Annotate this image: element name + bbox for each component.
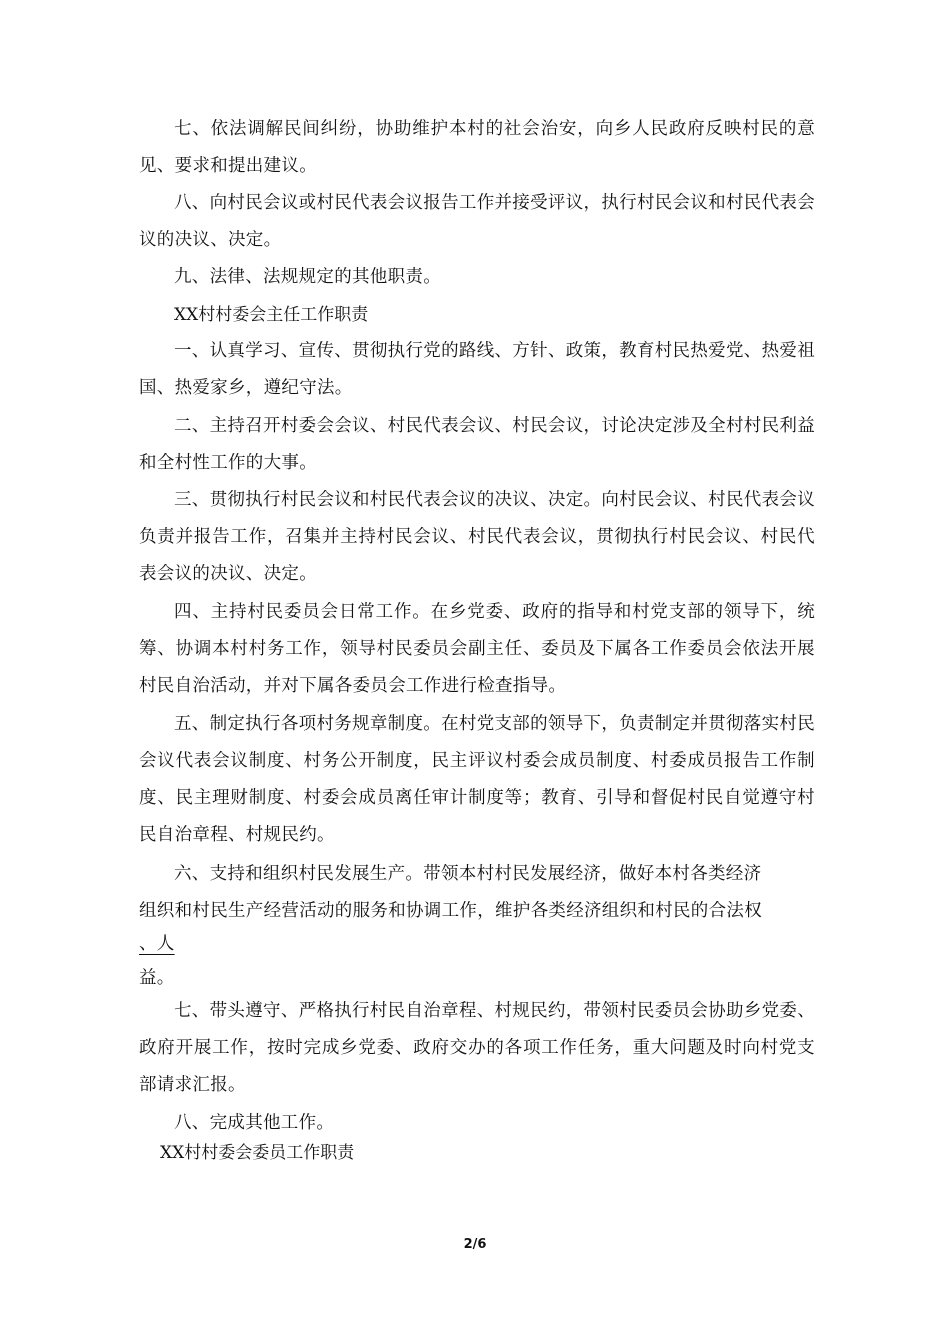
paragraph-item-7: 七、依法调解民间纠纷，协助维护本村的社会治安，向乡人民政府反映村民的意见、要求和提出建议。 (139, 119, 815, 176)
section-heading-director: XX村村委会主任工作职责 (174, 305, 369, 325)
director-duty-6 (139, 856, 815, 998)
paragraph-item-9: 九、法律、法规规定的其他职责。 (174, 267, 441, 287)
director-duty-2: 二、主持召开村委会会议、村民代表会议、村民会议，讨论决定涉及全村村民利益和全村性工作的大事。 (139, 416, 815, 473)
section-heading-member: XX村村委会委员工作职责 (160, 1143, 355, 1163)
director-duty-8: 八、完成其他工作。 (174, 1113, 335, 1133)
director-duty-3: 三、贯彻执行村民会议和村民代表会议的决议、决定。向村民会议、村民代表会议负责并报告工作，召集并主持村民会议、村民代表会议，贯彻执行村民会议、村民代表会议的决议、决定。 (139, 490, 815, 584)
underlined-fragment: 、人 (139, 934, 175, 954)
director-duty-4: 四、主持村民委员会日常工作。在乡党委、政府的指导和村党支部的领导下，统筹、协调本村村务工作，领导村民委员会副主任、委员及下属各工作委员会依法开展村民自治活动，并对下属各委员会工作进行检查指导。 (139, 602, 815, 696)
director-duty-6-line-2: 组织和村民生产经营活动的服务和协调工作，维护各类经济组织和村民的合法权 (139, 901, 762, 921)
page-number: 2/6 (463, 1237, 487, 1252)
director-duty-5: 五、制定执行各项村务规章制度。在村党支部的领导下，负责制定并贯彻落实村民会议代表会议制度、村务公开制度，民主评议村委会成员制度、村委成员报告工作制度、民主理财制度、村委会成员离任审计制度等；教育、引导和督促村民自觉遵守村民自治章程、村规民约。 (139, 714, 815, 845)
director-duty-6-line-4: 益。 (139, 968, 175, 988)
director-duty-7: 七、带头遵守、严格执行村民自治章程、村规民约，带领村民委员会协助乡党委、政府开展工作，按时完成乡党委、政府交办的各项工作任务，重大问题及时向村党支部请求汇报。 (139, 1001, 815, 1095)
paragraph-item-8: 八、向村民会议或村民代表会议报告工作并接受评议，执行村民会议和村民代表会议的决议、决定。 (139, 193, 815, 250)
director-duty-1: 一、认真学习、宣传、贯彻执行党的路线、方针、政策，教育村民热爱党、热爱祖国、热爱家乡，遵纪守法。 (139, 341, 815, 398)
director-duty-6-line-1: 六、支持和组织村民发展生产。带领本村村民发展经济，做好本村各类经济 (174, 864, 762, 884)
director-duty-6-line-3 (139, 930, 815, 958)
